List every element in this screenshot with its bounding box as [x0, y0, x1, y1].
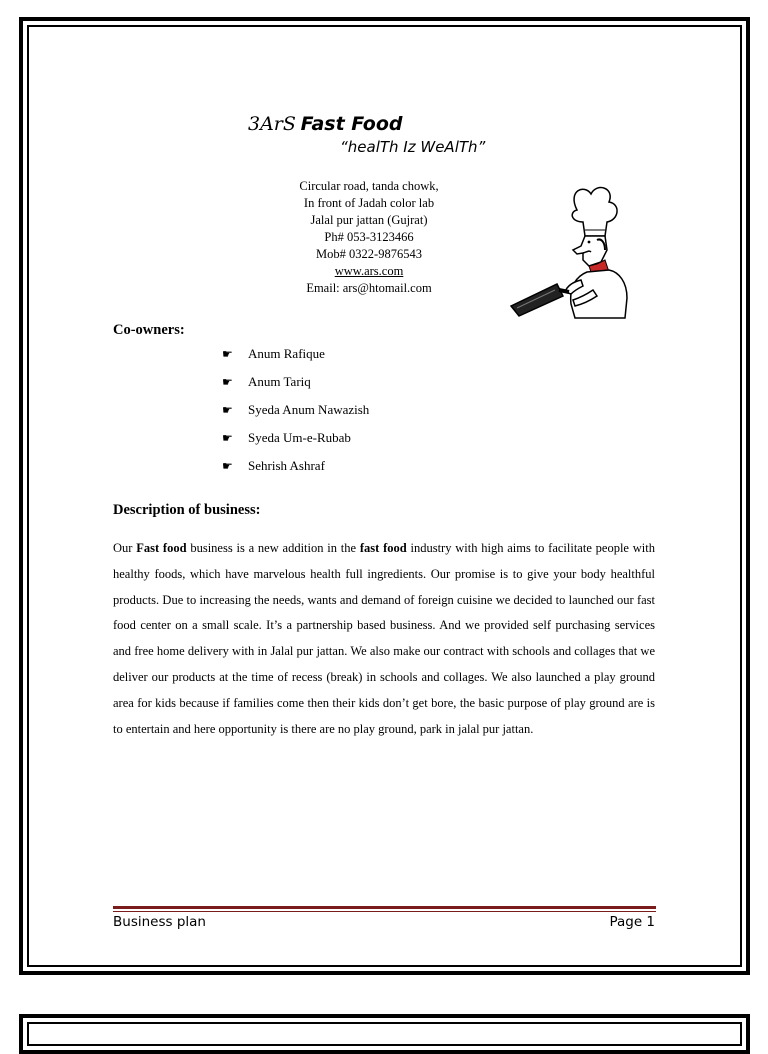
co-owners-heading: Co-owners: [113, 322, 185, 338]
page-number: Page 1 [609, 914, 655, 930]
footer-rule [113, 906, 656, 909]
pointing-hand-icon: ☛ [222, 459, 233, 473]
owner-name: Syeda Anum Nawazish [248, 402, 370, 417]
description-heading: Description of business: [113, 502, 261, 518]
title-fast-food: Fast Food [300, 113, 403, 135]
list-item [222, 340, 369, 368]
list-item [222, 396, 369, 424]
pointing-hand-icon: ☛ [222, 347, 233, 361]
slogan: “healTh Iz WeAlTh” [340, 138, 486, 156]
phone-line: Ph# 053-3123466 [324, 230, 414, 244]
email-line: Email: ars@htomail.com [306, 281, 432, 295]
owner-name: Anum Rafique [248, 346, 325, 361]
chef-illustration [497, 180, 633, 320]
brand-name: 3ArS [248, 113, 296, 135]
owner-name: Sehrish Ashraf [248, 458, 325, 473]
pointing-hand-icon: ☛ [222, 431, 233, 445]
company-title [248, 113, 403, 136]
footer-title: Business plan [113, 914, 206, 930]
owner-name: Syeda Um-e-Rubab [248, 430, 351, 445]
bold-run: Fast food [136, 541, 187, 555]
list-item [222, 424, 369, 452]
mobile-line: Mob# 0322-9876543 [316, 247, 422, 261]
footer-rule-thin [113, 911, 656, 912]
page-border [19, 17, 750, 975]
pointing-hand-icon: ☛ [222, 375, 233, 389]
address-line: Jalal pur jattan (Gujrat) [310, 213, 428, 227]
text-run: Our [113, 541, 137, 555]
text-run: business is a new addition in the [186, 541, 360, 555]
list-item [222, 368, 369, 396]
bold-run: fast food [359, 541, 407, 555]
owner-name: Anum Tariq [248, 374, 311, 389]
pointing-hand-icon: ☛ [222, 403, 233, 417]
address-line: Circular road, tanda chowk, [299, 179, 439, 193]
list-item [222, 452, 369, 480]
address-line: In front of Jadah color lab [303, 196, 435, 210]
co-owners-list [222, 340, 369, 480]
next-page-border [19, 1014, 750, 1054]
website-link[interactable]: www.ars.com [334, 264, 404, 278]
description-paragraph [113, 536, 655, 742]
address-block [264, 178, 474, 297]
text-run: industry with high aims to facilitate people with healthy foods, which have marvelous health full ingredients. Our promise is to give your body healthful products. Due to increasing the needs, wants and demand of foreign cuisine we decided to launched our fast food center on a small scale. It’s a partnership based business. And we provided self purchasing services and free home delivery with in Jalal pur jattan. We also make our contract with schools and collages that we deliver our products at the time of recess (break) in schools and collages. We also launched a play ground area for kids because if families come then their kids don’t get bore, the basic purpose of play ground are is to entertain and here opportunity is there are no play ground, park in jalal pur jattan. [113, 541, 655, 736]
